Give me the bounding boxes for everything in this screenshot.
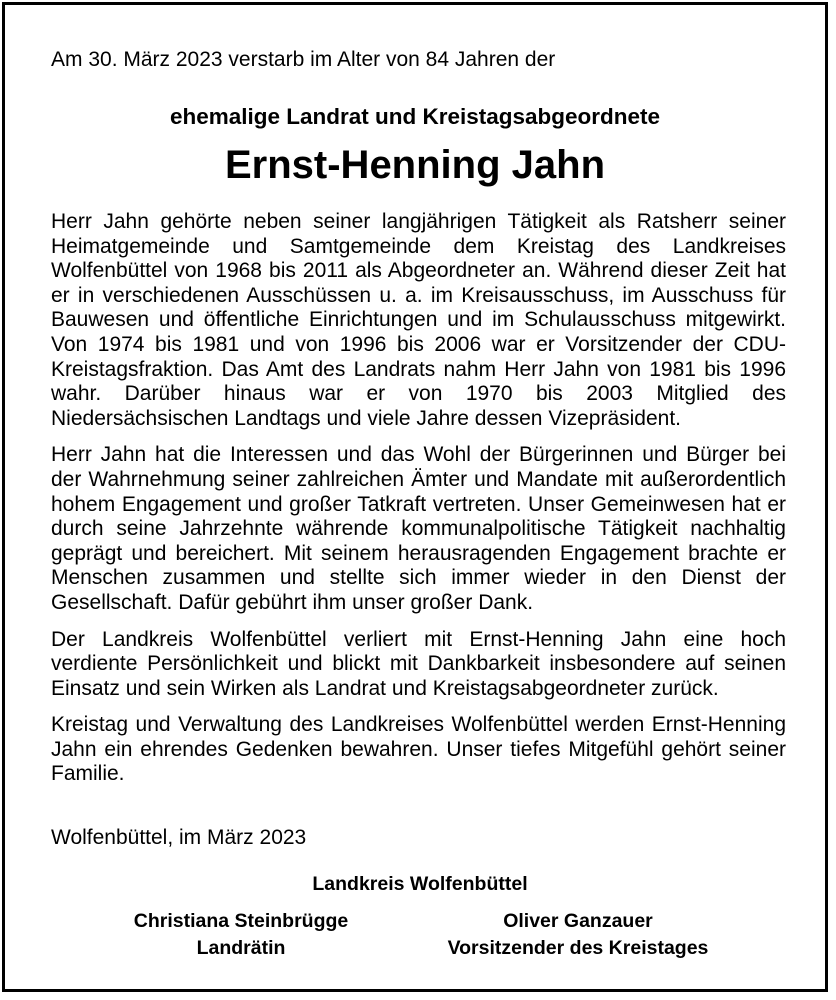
signer-title: Vorsitzender des Kreistages [447, 937, 709, 959]
paragraph-loss: Der Landkreis Wolfenbüttel verliert mit Ernst-Henning Jahn eine hoch verdiente Persönlichkeit und blickt mit Dankbarkeit insbesondere auf seinen Einsatz und sein Wirken als Landrat und Kreistagsabgeordneter zurück. [51, 627, 786, 700]
paragraph-career: Herr Jahn gehörte neben seiner langjährigen Tätigkeit als Ratsherr seiner Heimatgemeinde und Samtgemeinde dem Kreistag des Landkreises Wolfenbüttel von 1968 bis 2011 als Abgeordneter an. Während dieser Zeit hat er in verschiedenen Ausschüssen u. a. im Kreisausschuss, im Ausschuss für Bauwesen und öffentliche Einrichtungen und im Schulausschuss mitgewirkt. Von 1974 bis 1981 und von 1996 bis 2006 war er Vorsitzender der CDU-Kreistagsfraktion. Das Amt des Landrats nahm Herr Jahn von 1981 bis 1996 wahr. Darüber hinaus war er von 1970 bis 2003 Mitglied des Niedersächsischen Landtags und viele Jahre dessen Vizepräsident. [51, 210, 786, 430]
notice-body [51, 210, 786, 799]
signer-name: Christiana Steinbrügge [133, 910, 349, 932]
intro-line: Am 30. März 2023 verstarb im Alter von 84 Jahren der [51, 48, 556, 71]
deceased-name: Ernst-Henning Jahn [224, 143, 606, 187]
signer-landraetin [101, 908, 381, 962]
paragraph-commitment: Herr Jahn hat die Interessen und das Wohl der Bürgerinnen und Bürger bei der Wahrnehmung seiner zahlreichen Ämter und Mandate mit außerordentlich hohem Engagement und großer Tatkraft vertreten. Unser Gemeinwesen hat er durch seine Jahrzehnte währende kommunalpolitische Tätigkeit nachhaltig geprägt und bereichert. Mit seinem herausragenden Engagement brachte er Menschen zusammen und stellte sich immer wieder in den Dienst der Gesellschaft. Dafür gebührt ihm unser großer Dank. [51, 443, 786, 614]
signer-title: Landrätin [196, 937, 286, 959]
signer-name: Oliver Ganzauer [503, 910, 653, 932]
paragraph-remembrance: Kreistag und Verwaltung des Landkreises Wolfenbüttel werden Ernst-Henning Jahn ein ehrendes Gedenken bewahren. Unser tiefes Mitgefühl gehört seiner Familie. [51, 713, 786, 786]
place-date: Wolfenbüttel, im März 2023 [51, 826, 307, 849]
obituary-notice [2, 2, 828, 992]
deceased-role: ehemalige Landrat und Kreistagsabgeordnete [169, 104, 661, 129]
organization-name: Landkreis Wolfenbüttel [312, 873, 528, 895]
signer-kreistag-chair [425, 908, 731, 962]
